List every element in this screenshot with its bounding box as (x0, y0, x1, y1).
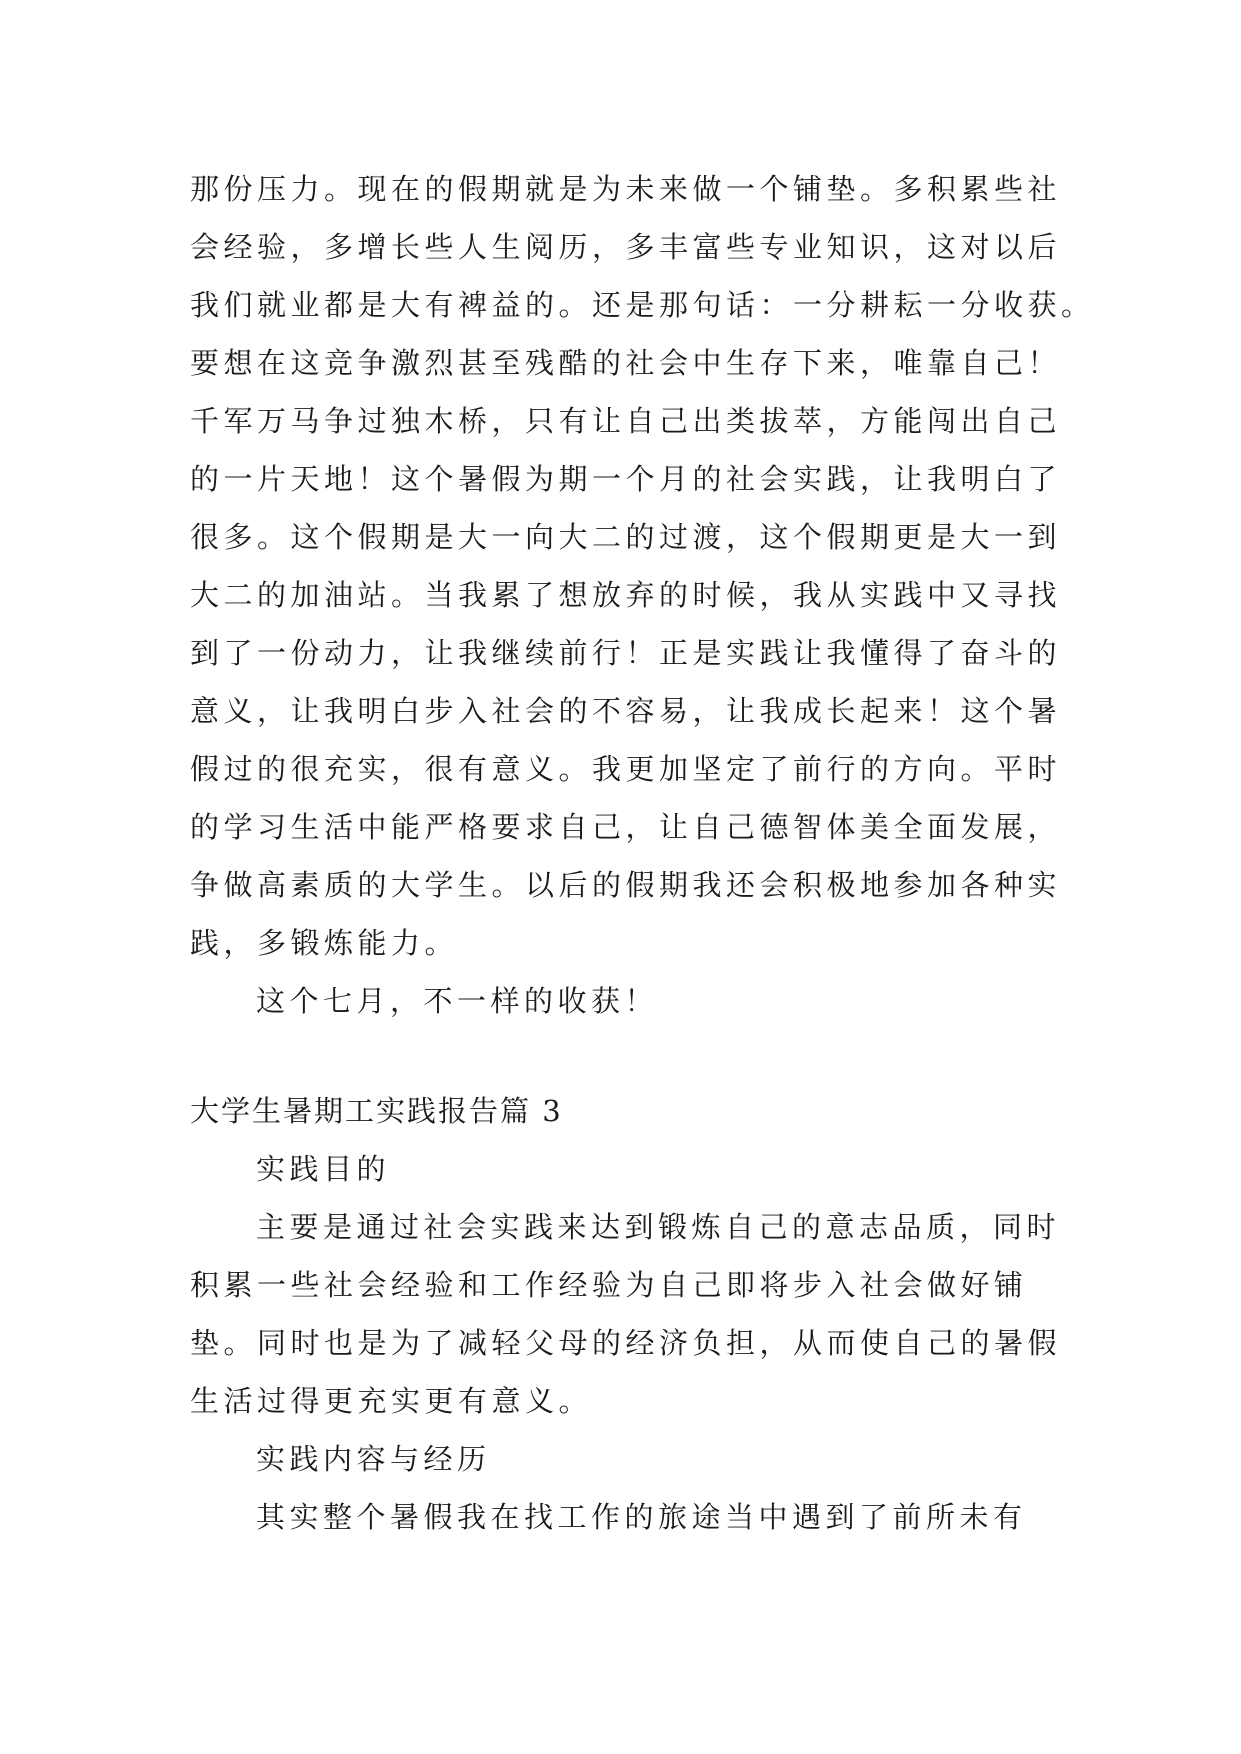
section-title: 大学生暑期工实践报告篇 3 (190, 1094, 563, 1128)
text-line: 的学习生活中能严格要求自己，让自己德智体美全面发展， (190, 810, 1062, 844)
text-line: 要想在这竞争激烈甚至残酷的社会中生存下来，唯靠自己！ (190, 346, 1062, 380)
text-line: 大二的加油站。当我累了想放弃的时候，我从实践中又寻找 (190, 578, 1062, 612)
text-line: 争做高素质的大学生。以后的假期我还会积极地参加各种实 (190, 868, 1062, 902)
text-line: 会经验，多增长些人生阅历，多丰富些专业知识，这对以后 (190, 230, 1062, 264)
text-line: 垫。同时也是为了减轻父母的经济负担，从而使自己的暑假 (190, 1326, 1062, 1360)
paragraph-purpose (190, 1198, 1070, 1430)
text-line: 到了一份动力，让我继续前行！正是实践让我懂得了奋斗的 (190, 636, 1062, 670)
text-line: 很多。这个假期是大一向大二的过渡，这个假期更是大一到 (190, 520, 1062, 554)
section-spacer (190, 1030, 1070, 1082)
text-line: 我们就业都是大有裨益的。还是那句话：一分耕耘一分收获。 (190, 288, 1095, 322)
text-line: 的一片天地！这个暑假为期一个月的社会实践，让我明白了 (190, 462, 1062, 496)
subheading-purpose: 实践目的 (256, 1152, 391, 1186)
text-line: 意义，让我明白步入社会的不容易，让我成长起来！这个暑 (190, 694, 1062, 728)
text-line: 积累一些社会经验和工作经验为自己即将步入社会做好铺 (190, 1268, 1028, 1302)
text-line: 生活过得更充实更有意义。 (190, 1384, 593, 1418)
text-line: 假过的很充实，很有意义。我更加坚定了前行的方向。平时 (190, 752, 1062, 786)
subheading-content: 实践内容与经历 (256, 1442, 491, 1476)
text-line: 那份压力。现在的假期就是为未来做一个铺垫。多积累些社 (190, 172, 1062, 206)
text-line: 主要是通过社会实践来达到锻炼自己的意志品质，同时 (256, 1210, 1061, 1244)
paragraph-closing: 这个七月，不一样的收获！ (256, 984, 659, 1018)
text-line: 千军万马争过独木桥，只有让自己出类拔萃，方能闯出自己 (190, 404, 1062, 438)
text-line: 践，多锻炼能力。 (190, 926, 459, 960)
paragraph-content: 其实整个暑假我在找工作的旅途当中遇到了前所未有 (256, 1500, 1027, 1534)
document-body (190, 160, 1095, 1546)
paragraph-continuation (190, 160, 1095, 972)
